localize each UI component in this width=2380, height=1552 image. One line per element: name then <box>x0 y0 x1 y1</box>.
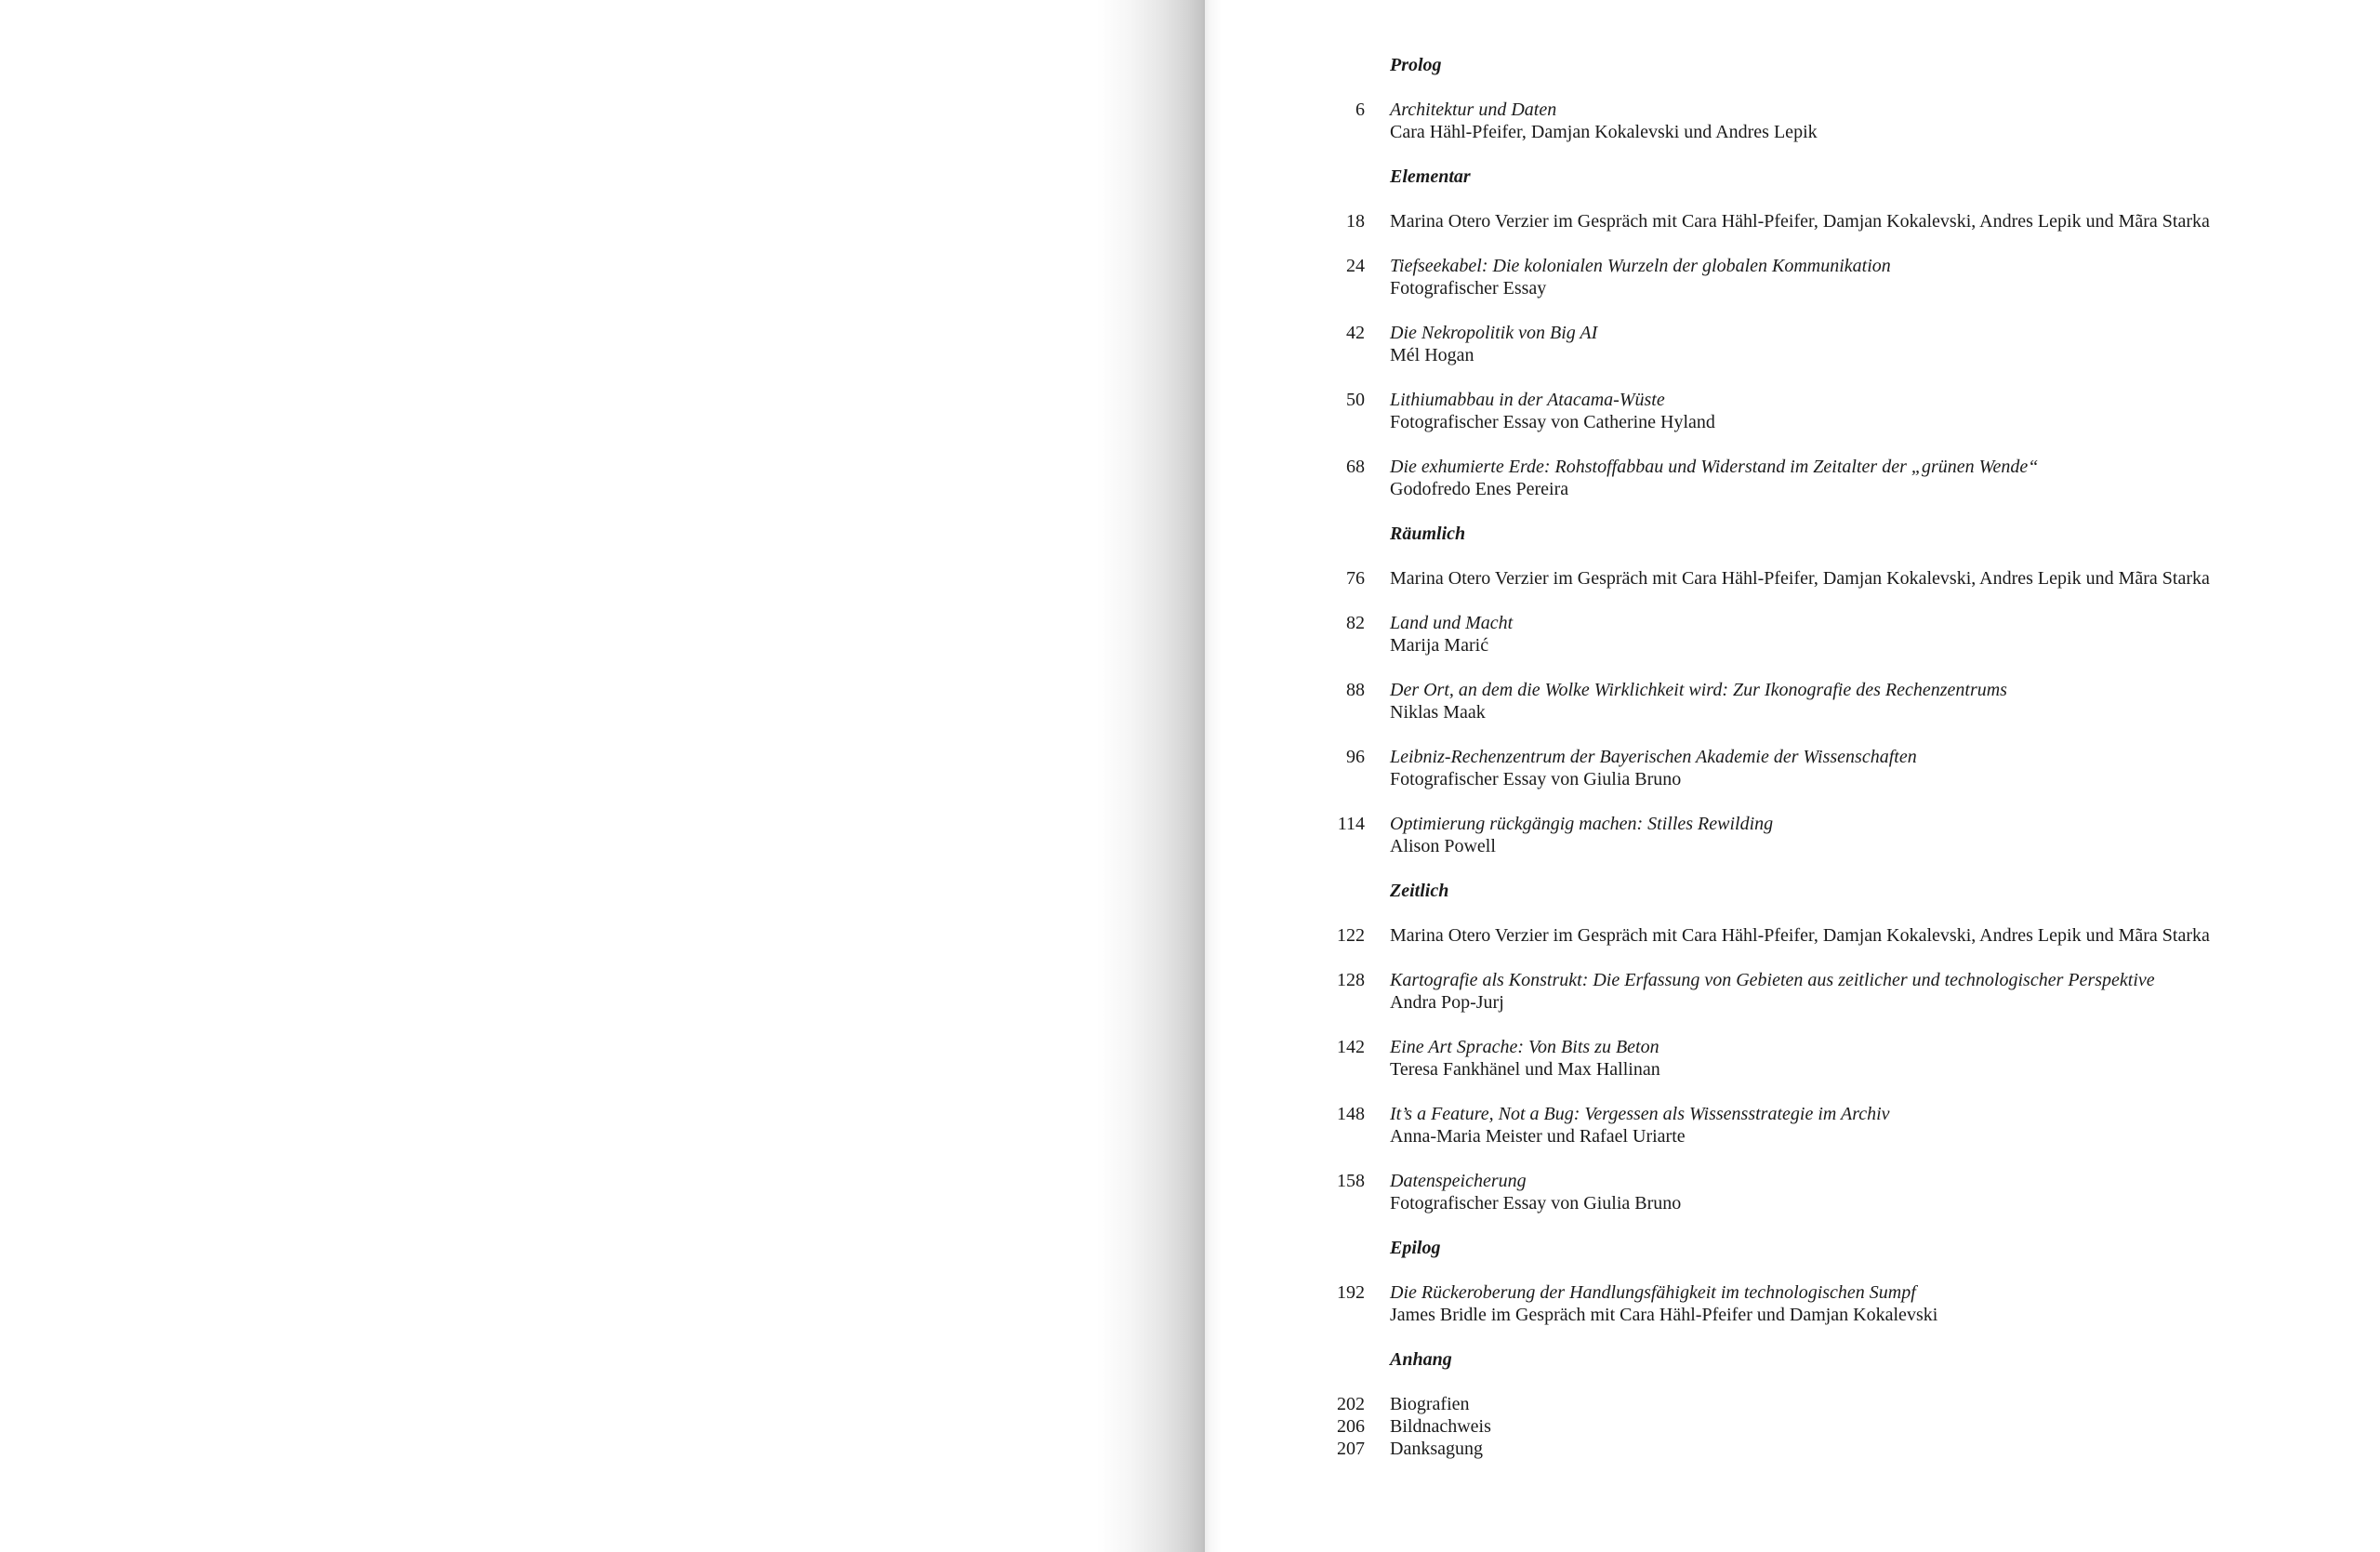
toc-entry-author: Marija Marić <box>1390 635 1489 656</box>
spacer <box>1320 188 2361 210</box>
toc-entry-author: Anna-Maria Meister und Rafael Uriarte <box>1390 1126 1686 1147</box>
toc-page-number: 122 <box>1337 925 1365 946</box>
toc-entry <box>1320 612 2361 657</box>
toc-entry-author: Mél Hogan <box>1390 345 1474 365</box>
toc-page-number: 96 <box>1346 747 1365 767</box>
toc-page-number: 202 <box>1337 1394 1365 1414</box>
spacer <box>1320 545 2361 567</box>
spacer <box>1320 76 2361 99</box>
toc-entry <box>1320 567 2361 590</box>
toc-page-number: 192 <box>1337 1282 1365 1303</box>
spacer <box>1320 1214 2361 1237</box>
toc-entry <box>1320 389 2361 433</box>
toc-page-number: 158 <box>1337 1171 1365 1191</box>
spacer <box>1320 366 2361 389</box>
toc-section-heading: Epilog <box>1390 1238 1441 1258</box>
spacer <box>1320 590 2361 612</box>
toc-entry-title: Der Ort, an dem die Wolke Wirklichkeit wird: Zur Ikonografie des Rechenzentrums <box>1390 680 2007 700</box>
spacer <box>1320 433 2361 456</box>
toc-entry <box>1320 255 2361 299</box>
spacer <box>1320 1259 2361 1281</box>
toc-page-number: 88 <box>1346 680 1365 700</box>
toc-entry-title: Kartografie als Konstrukt: Die Erfassung von Gebieten aus zeitlicher und technologischer Perspektive <box>1390 970 2155 990</box>
toc-page-number: 206 <box>1337 1416 1365 1437</box>
spacer <box>1320 1326 2361 1348</box>
toc-entry-text <box>1390 813 2361 857</box>
toc-entry-text <box>1390 567 2361 590</box>
toc-section-heading: Anhang <box>1390 1349 1452 1370</box>
spacer <box>1320 1371 2361 1393</box>
toc-entry <box>1320 1393 2361 1415</box>
toc-entry-text <box>1390 456 2361 500</box>
toc-entry-text <box>1390 389 2361 433</box>
toc-entry <box>1320 746 2361 790</box>
toc-entry-text <box>1390 1170 2361 1214</box>
toc-entry-title: Marina Otero Verzier im Gespräch mit Cara Hähl-Pfeifer, Damjan Kokalevski, Andres Lepik und Mãra Starka <box>1390 925 2210 946</box>
toc-entry-text <box>1390 210 2361 232</box>
toc-page-number: 68 <box>1346 457 1365 477</box>
spacer <box>1320 657 2361 679</box>
toc-entry-author: Fotografischer Essay von Giulia Bruno <box>1390 769 1682 789</box>
toc-section-heading: Prolog <box>1390 55 1442 75</box>
toc-entry-title: Die exhumierte Erde: Rohstoffabbau und Widerstand im Zeitalter der „grünen Wende“ <box>1390 457 2039 477</box>
toc-entry <box>1320 1036 2361 1081</box>
toc-entry-author: James Bridle im Gespräch mit Cara Hähl-Pfeifer und Damjan Kokalevski <box>1390 1305 1938 1325</box>
toc-entry <box>1320 1103 2361 1147</box>
toc-page-number: 128 <box>1337 970 1365 990</box>
toc-entry-title: Optimierung rückgängig machen: Stilles Rewilding <box>1390 814 1774 834</box>
toc-entry-title: Leibniz-Rechenzentrum der Bayerischen Akademie der Wissenschaften <box>1390 747 1917 767</box>
toc-entry-title: It’s a Feature, Not a Bug: Vergessen als Wissensstrategie im Archiv <box>1390 1104 1890 1124</box>
toc-entry-text <box>1390 969 2361 1014</box>
toc-entry-text <box>1390 1103 2361 1147</box>
spacer <box>1320 723 2361 746</box>
spacer <box>1320 790 2361 813</box>
toc-entry-title: Eine Art Sprache: Von Bits zu Beton <box>1390 1037 1659 1057</box>
toc-entry <box>1320 322 2361 366</box>
toc-section-heading: Räumlich <box>1390 524 1466 544</box>
toc-entry <box>1320 924 2361 947</box>
toc-entry-title: Danksagung <box>1390 1439 1483 1459</box>
toc-entry <box>1320 456 2361 500</box>
toc-entry-text <box>1390 924 2361 947</box>
toc-entry-text <box>1390 1281 2361 1326</box>
toc-page-number: 76 <box>1346 568 1365 589</box>
toc-entry-title: Bildnachweis <box>1390 1416 1491 1437</box>
toc-entry <box>1320 1438 2361 1460</box>
spacer <box>1320 299 2361 322</box>
spacer <box>1320 232 2361 255</box>
spacer <box>1320 1147 2361 1170</box>
toc-page-number: 24 <box>1346 256 1365 276</box>
toc-entry-text <box>1390 1393 2361 1415</box>
toc-entry-title: Land und Macht <box>1390 613 1514 633</box>
toc-entry <box>1320 210 2361 232</box>
toc-entry-author: Andra Pop-Jurj <box>1390 992 1504 1013</box>
toc-page-number: 6 <box>1355 99 1365 120</box>
spacer <box>1320 947 2361 969</box>
toc-entry <box>1320 99 2361 143</box>
toc-entry-author: Cara Hähl-Pfeifer, Damjan Kokalevski und Andres Lepik <box>1390 122 1818 142</box>
toc-entry-author: Niklas Maak <box>1390 702 1486 723</box>
spacer <box>1320 902 2361 924</box>
spacer <box>1320 857 2361 880</box>
toc-entry-text <box>1390 1438 2361 1460</box>
toc-entry-author: Fotografischer Essay von Catherine Hyland <box>1390 412 1715 432</box>
toc-entry <box>1320 969 2361 1014</box>
toc-entry <box>1320 679 2361 723</box>
toc-entry-author: Fotografischer Essay von Giulia Bruno <box>1390 1193 1682 1214</box>
toc-page-number: 142 <box>1337 1037 1365 1057</box>
toc-entry-text <box>1390 1036 2361 1081</box>
toc-entry-title: Architektur und Daten <box>1390 99 1557 120</box>
toc-page-number: 114 <box>1337 814 1365 834</box>
toc-entry-title: Lithiumabbau in der Atacama-Wüste <box>1390 390 1665 410</box>
toc-entry-title: Biografien <box>1390 1394 1470 1414</box>
spacer <box>1320 1081 2361 1103</box>
table-of-contents <box>1320 54 2361 1460</box>
toc-entry-title: Tiefseekabel: Die kolonialen Wurzeln der globalen Kommunikation <box>1390 256 1891 276</box>
spacer <box>1320 1014 2361 1036</box>
toc-entry <box>1320 1281 2361 1326</box>
toc-entry-title: Marina Otero Verzier im Gespräch mit Cara Hähl-Pfeifer, Damjan Kokalevski, Andres Lepik und Mãra Starka <box>1390 568 2210 589</box>
spacer <box>1320 143 2361 166</box>
toc-page-number: 82 <box>1346 613 1365 633</box>
toc-entry-title: Datenspeicherung <box>1390 1171 1527 1191</box>
spacer <box>1320 500 2361 523</box>
toc-entry-text <box>1390 255 2361 299</box>
toc-page-number: 207 <box>1337 1439 1365 1459</box>
toc-entry-title: Die Nekropolitik von Big AI <box>1390 323 1598 343</box>
toc-entry-text <box>1390 322 2361 366</box>
toc-page-number: 50 <box>1346 390 1365 410</box>
toc-entry <box>1320 1170 2361 1214</box>
toc-entry-title: Die Rückeroberung der Handlungsfähigkeit im technologischen Sumpf <box>1390 1282 1916 1303</box>
toc-entry <box>1320 1415 2361 1438</box>
toc-entry-author: Alison Powell <box>1390 836 1496 856</box>
toc-page-number: 148 <box>1337 1104 1365 1124</box>
toc-entry <box>1320 813 2361 857</box>
toc-entry-author: Godofredo Enes Pereira <box>1390 479 1569 499</box>
toc-entry-text <box>1390 746 2361 790</box>
toc-entry-text <box>1390 99 2361 143</box>
toc-page-number: 42 <box>1346 323 1365 343</box>
toc-section-heading: Zeitlich <box>1390 881 1449 901</box>
toc-entry-author: Fotografischer Essay <box>1390 278 1547 298</box>
toc-entry-title: Marina Otero Verzier im Gespräch mit Cara Hähl-Pfeifer, Damjan Kokalevski, Andres Lepik und Mãra Starka <box>1390 211 2210 232</box>
toc-entry-text <box>1390 679 2361 723</box>
toc-page-number: 18 <box>1346 211 1365 232</box>
toc-entry-text <box>1390 1415 2361 1438</box>
toc-entry-author: Teresa Fankhänel und Max Hallinan <box>1390 1059 1660 1080</box>
toc-entry-text <box>1390 612 2361 657</box>
toc-section-heading: Elementar <box>1390 166 1471 187</box>
